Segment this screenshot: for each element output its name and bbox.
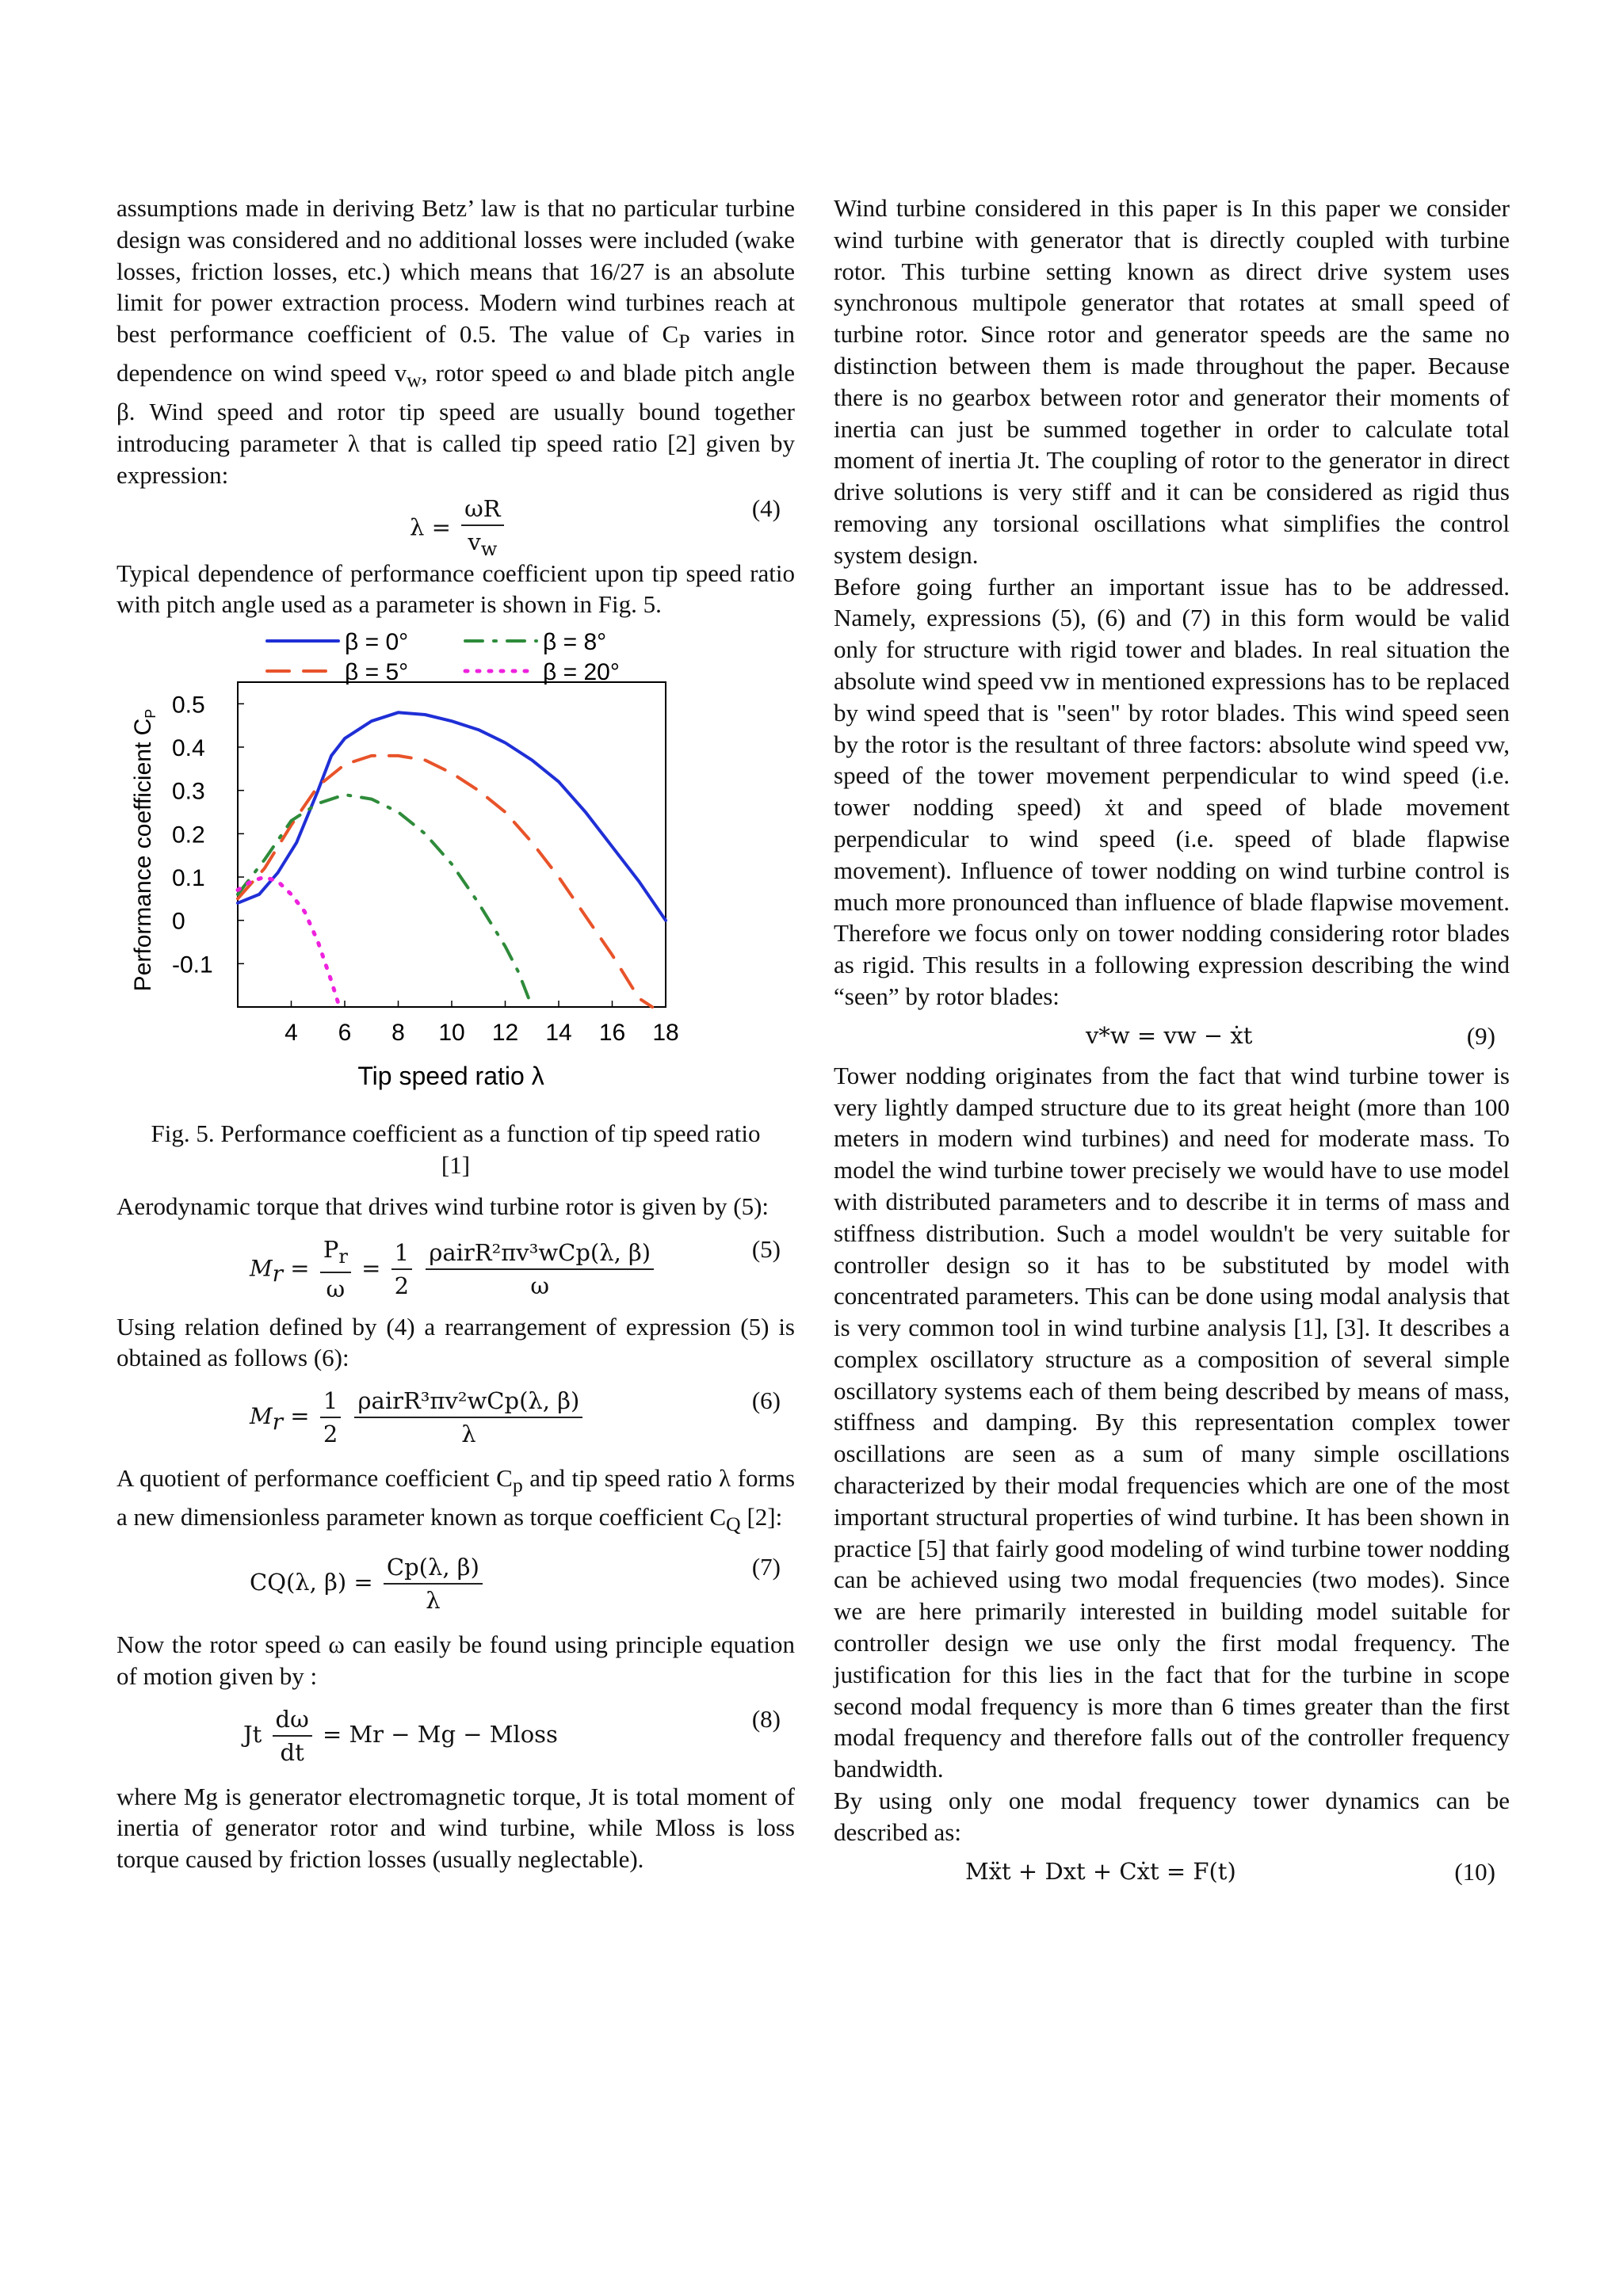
- equation-number: (10): [1454, 1857, 1495, 1886]
- y-tick-label: 0.4: [172, 735, 205, 762]
- series-line: [238, 712, 666, 920]
- equation-number: (6): [751, 1386, 781, 1415]
- right-column: [834, 193, 1510, 1896]
- paragraph: Before going further an important issue has to be addressed. Namely, expressions (5), (6) and (7) in this form would be valid only for structure with rigid tower and blades. In real situation the absolute wind speed vw in mentioned expressions has to be replaced by wind speed that is "seen" by rotor blades. This wind speed seen by the rotor is the resultant of three factors: absolute wind speed vw, speed of the tower movement perpendicular to wind speed (i.e. tower nodding speed) ẋt and speed of blade movement perpendicular to wind speed (i.e. speed of blade flapwise movement). Influence of tower nodding on wind turbine control is much more pronounced than influence of blade flapwise movement. Therefore we focus only on tower nodding considering rotor blades as rigid. This results in a following expression describing the wind “seen” by rotor blades:: [834, 572, 1510, 1010]
- x-tick-label: 14: [545, 1020, 572, 1047]
- legend-entry: β = 0°: [345, 629, 409, 656]
- plot-frame: [238, 682, 666, 1007]
- equation-5: $M_r$ = $\frac{P_r}{\omega}$ = $\frac{1}{2}$ $\frac{\text{ρairR²πv³wCp(λ, β)}}{\omega}$ (5): [250, 1234, 781, 1303]
- equation-8: Jt $\frac{d\omega}{dt}$ = Mr − Mg − Mloss (8): [243, 1704, 781, 1766]
- legend-entry: β = 8°: [543, 629, 607, 656]
- x-tick-label: 4: [285, 1020, 298, 1047]
- equation-number: (5): [751, 1234, 781, 1263]
- legend: [267, 629, 620, 685]
- y-tick-label: 0: [172, 908, 185, 935]
- paragraph: where Mg is generator electromagnetic torque, Jt is total moment of inertia of generator rotor and wind turbine, while Mloss is loss torque caused by friction losses (usually neglectable).: [116, 1782, 795, 1874]
- y-axis-label: Performance coefficient $C_P$: [130, 708, 158, 992]
- paragraph: assumptions made in deriving Betz’ law is that no particular turbine design was considered and no additional losses were included (wake losses, friction losses, etc.) which means that 16/27 is an absolute limit for power extraction process. Modern wind turbines reach at best performance coefficient of 0.5. The value of $C_P$ varies in dependence on wind speed $v_w$, rotor speed ω and blade pitch angle β. Wind speed and rotor tip speed are usually bound together introducing parameter λ that is called tip speed ratio [2] given by expression:: [116, 194, 796, 489]
- equation-7: CQ(λ, β) = $\frac{Cp(\lambda, \beta)}{\lambda}$ (7): [250, 1553, 781, 1615]
- equation-number: (4): [751, 494, 781, 522]
- equation-number: (8): [751, 1704, 781, 1733]
- x-tick-label: 8: [391, 1020, 405, 1047]
- paragraph: Using relation defined by (4) a rearrangement of expression (5) is obtained as follows (6):: [116, 1312, 795, 1372]
- equation-4: λ = $\frac{\omega R}{v_w}$ (4): [410, 494, 781, 560]
- paragraph: Wind turbine considered in this paper is In this paper we consider wind turbine with generator that is directly coupled with turbine rotor. This turbine setting known as direct drive system uses synchronous multipole generator that rotates at small speed of turbine rotor. Since rotor and generator speeds are the same no distinction between them is made throughout the paper. Because there is no gearbox between rotor and generator their moments of inertia can just be summed together in order to calculate total moment of inertia Jt. The coupling of rotor to the generator in direct drive solutions is very stiff and it can be considered as rigid thus removing any torsional oscillations what simplifies the control system design.: [834, 194, 1510, 569]
- y-tick-label: -0.1: [172, 952, 213, 978]
- figure-5: [116, 620, 795, 1112]
- axis-ticks: [172, 692, 679, 1046]
- series-line: [238, 756, 652, 1007]
- y-tick-label: 0.3: [172, 778, 205, 805]
- legend-entry: β = 5°: [345, 659, 409, 686]
- y-tick-label: 0.2: [172, 822, 205, 849]
- equation-9: v*w = vw − ẋt (9): [834, 1013, 1510, 1060]
- x-tick-label: 6: [338, 1020, 352, 1047]
- equation-number: (9): [1466, 1021, 1495, 1050]
- series-line: [238, 795, 532, 1007]
- y-tick-label: 0.5: [172, 692, 205, 719]
- legend-entry: β = 20°: [543, 659, 620, 686]
- y-tick-label: 0.1: [172, 865, 205, 892]
- equation-10: Mẍt + Dxt + Cẋt = F(t) (10): [834, 1848, 1510, 1896]
- performance-chart: [116, 620, 795, 1112]
- x-tick-label: 10: [438, 1020, 465, 1047]
- x-axis-label: Tip speed ratio λ: [357, 1062, 544, 1091]
- data-series: [238, 712, 666, 1007]
- paragraph: Now the rotor speed ω can easily be found using principle equation of motion given by :: [116, 1630, 795, 1690]
- equation-6: $M_r$ = $\frac{1}{2}$ $\frac{\text{ρairR³πv²wCp(λ, β)}}{\lambda}$ (6): [250, 1386, 781, 1448]
- paragraph: Typical dependence of performance coefficient upon tip speed ratio with pitch angle used as a parameter is shown in Fig. 5.: [116, 559, 795, 619]
- paragraph: Tower nodding originates from the fact that wind turbine tower is very lightly damped structure due to its great height (more than 100 meters in modern wind turbines) and need for moderate mass. To model the wind turbine tower precisely we would have to use model with distributed parameters and to describe it in terms of mass and stiffness distribution. Such a model wouldn't be very suitable for controller design so it has to be substituted by model with concentrated parameters. This can be done using modal analysis that is very common tool in wind turbine analysis [1], [3]. It describes a complex oscillatory structure as a composition of several simple oscillatory systems each of them being described by means of mass, stiffness and damping. By this representation complex tower oscillations are seen as a sum of many simple oscillations characterized by their modal frequencies which are one of the most important structural properties of wind turbine. It has been shown in practice [5] that fairly good modeling of wind turbine tower nodding can be achieved using two modal frequencies (two modes). Since we are here primarily interested in building model suitable for controller design we use only the first modal frequency. The justification for this lies in the fact that for the turbine in scope second modal frequency is more than 6 times greater than the first modal frequency and therefore falls out of the controller frequency bandwidth.: [834, 1061, 1510, 1783]
- figure-caption: Fig. 5. Performance coefficient as a function of tip speed ratio [1]: [151, 1119, 761, 1179]
- x-tick-label: 12: [491, 1020, 519, 1047]
- paragraph: Aerodynamic torque that drives wind turbine rotor is given by (5):: [116, 1192, 769, 1220]
- x-tick-label: 18: [652, 1020, 679, 1047]
- equation-number: (7): [751, 1553, 781, 1581]
- left-column: [116, 193, 795, 1875]
- paragraph: By using only one modal frequency tower dynamics can be described as:: [834, 1787, 1510, 1846]
- x-tick-label: 16: [598, 1020, 626, 1047]
- paragraph: A quotient of performance coefficient $C_p$ and tip speed ratio λ forms a new dimensionless parameter known as torque coefficient $C_Q$ [2]:: [116, 1464, 796, 1536]
